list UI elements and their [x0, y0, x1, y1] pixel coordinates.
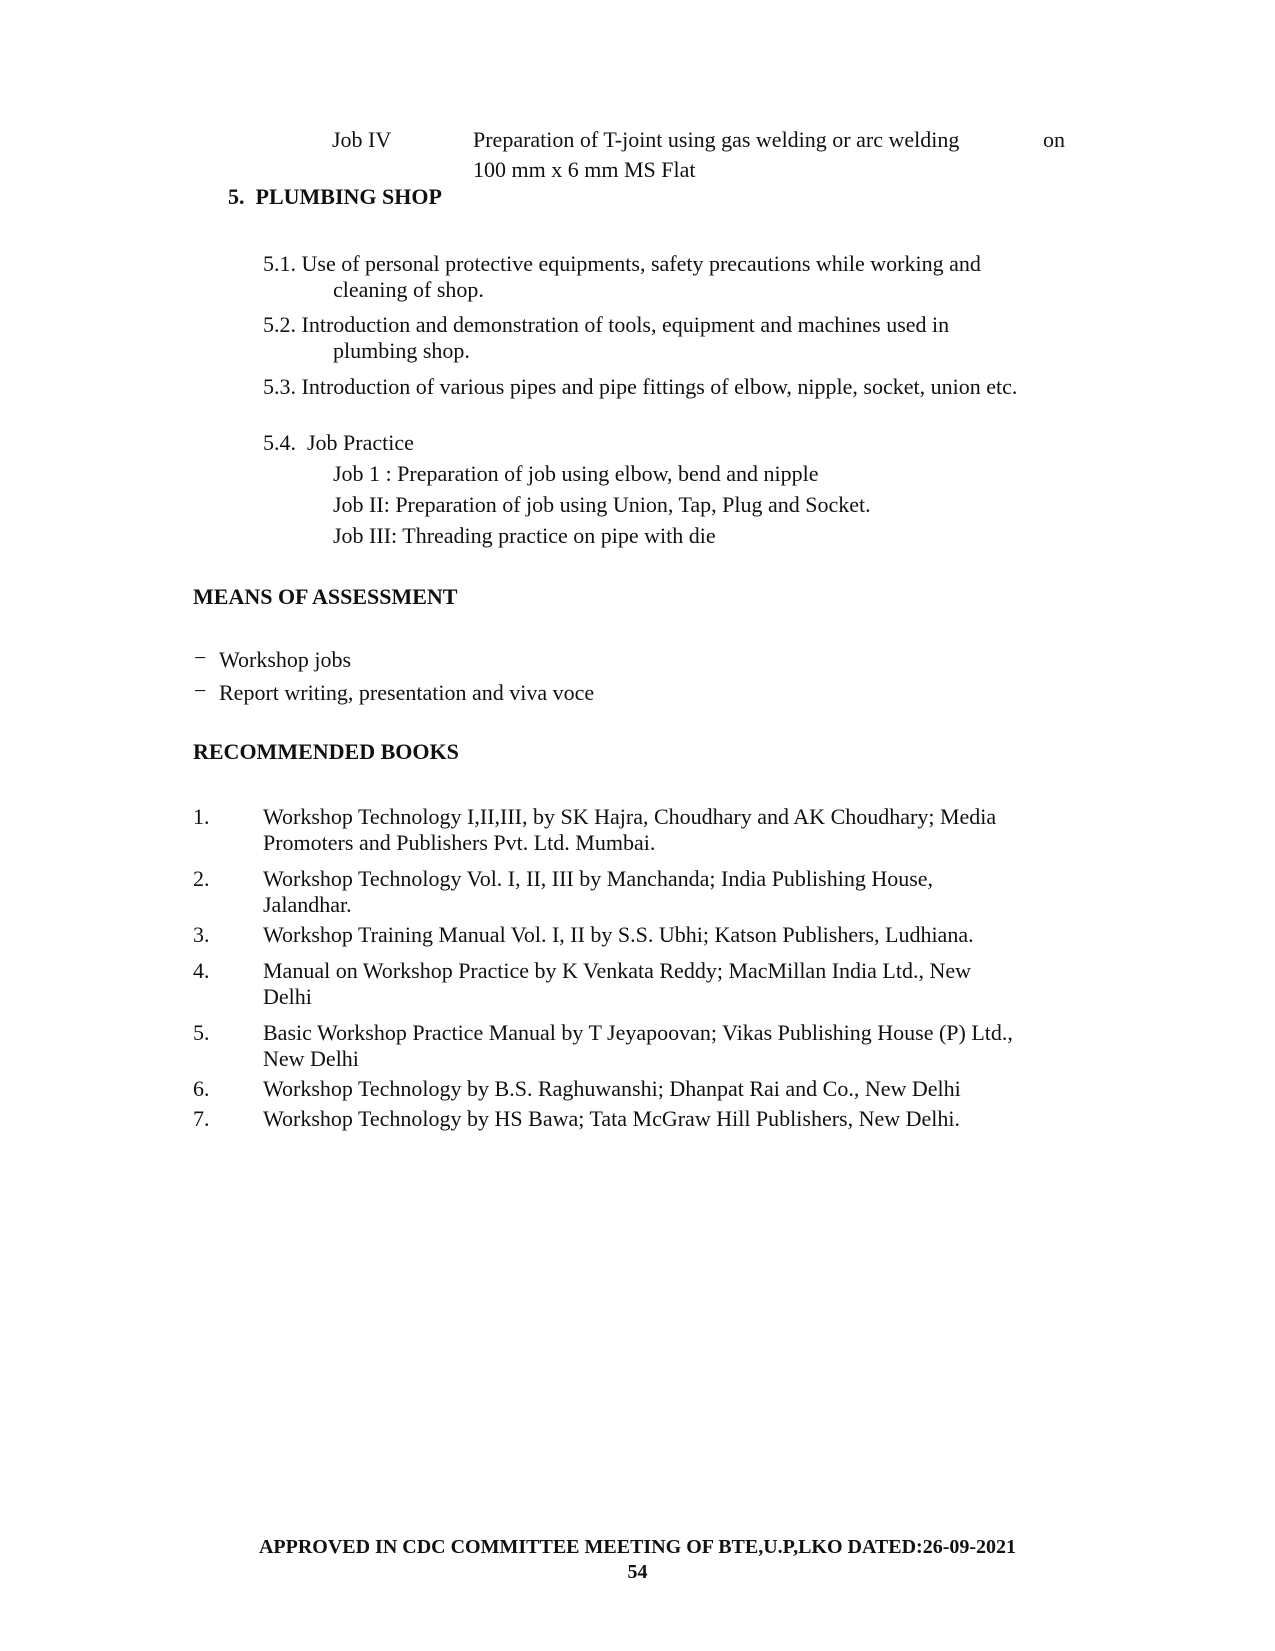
assessment-item-1: Workshop jobs — [219, 647, 352, 672]
book-6-line1: Workshop Technology by B.S. Raghuwanshi; Dhanpat Rai and Co., New Delhi — [263, 1076, 961, 1101]
book-number: 2. — [193, 866, 210, 891]
book-number: 6. — [193, 1076, 210, 1101]
book-2-line2: Jalandhar. — [263, 892, 352, 917]
books-heading: RECOMMENDED BOOKS — [193, 739, 459, 764]
item-5-1-line1: 5.1. Use of personal protective equipments, safety precautions while working and — [263, 251, 981, 276]
bullet-dash: − — [194, 645, 207, 670]
book-4-line1: Manual on Workshop Practice by K Venkata Reddy; MacMillan India Ltd., New — [263, 958, 971, 983]
book-2-line1: Workshop Technology Vol. I, II, III by Manchanda; India Publishing House, — [263, 866, 934, 891]
bullet-dash: − — [194, 678, 207, 703]
approval-footer: APPROVED IN CDC COMMITTEE MEETING OF BTE,U.P,LKO DATED:26-09-2021 — [258, 1536, 1017, 1558]
page-number: 54 — [627, 1561, 648, 1583]
book-number: 5. — [193, 1020, 210, 1045]
section-heading-plumbing: 5. PLUMBING SHOP — [228, 184, 442, 209]
book-1-line2: Promoters and Publishers Pvt. Ltd. Mumbai. — [263, 830, 656, 855]
book-number: 3. — [193, 922, 210, 947]
job-iv-on: on — [1043, 127, 1065, 152]
item-5-2-line1: 5.2. Introduction and demonstration of tools, equipment and machines used in — [263, 312, 950, 337]
book-4-line2: Delhi — [263, 984, 312, 1009]
job-3: Job III: Threading practice on pipe with die — [333, 523, 716, 548]
item-5-3: 5.3. Introduction of various pipes and pipe fittings of elbow, nipple, socket, union etc. — [263, 374, 1018, 399]
book-7-line1: Workshop Technology by HS Bawa; Tata McGraw Hill Publishers, New Delhi. — [263, 1106, 961, 1131]
book-5-line2: New Delhi — [263, 1046, 359, 1071]
item-5-4: 5.4. Job Practice — [263, 430, 414, 455]
job-iv-line2: 100 mm x 6 mm MS Flat — [473, 157, 696, 182]
book-5-line1: Basic Workshop Practice Manual by T Jeyapoovan; Vikas Publishing House (P) Ltd., — [263, 1020, 1013, 1045]
book-1-line1: Workshop Technology I,II,III, by SK Hajra, Choudhary and AK Choudhary; Media — [263, 804, 997, 829]
item-5-2-line2: plumbing shop. — [333, 338, 470, 363]
book-number: 4. — [193, 958, 210, 983]
item-5-1-line2: cleaning of shop. — [333, 277, 484, 302]
book-3-line1: Workshop Training Manual Vol. I, II by S.S. Ubhi; Katson Publishers, Ludhiana. — [263, 922, 974, 947]
book-number: 7. — [193, 1106, 210, 1131]
assessment-item-2: Report writing, presentation and viva voce — [219, 680, 595, 705]
job-1: Job 1 : Preparation of job using elbow, bend and nipple — [333, 461, 819, 486]
job-iv-line1: Preparation of T-joint using gas welding or arc welding — [473, 127, 960, 152]
job-iv-label: Job IV — [332, 127, 392, 152]
assessment-heading: MEANS OF ASSESSMENT — [193, 584, 458, 609]
book-number: 1. — [193, 804, 210, 829]
job-2: Job II: Preparation of job using Union, Tap, Plug and Socket. — [333, 492, 871, 517]
